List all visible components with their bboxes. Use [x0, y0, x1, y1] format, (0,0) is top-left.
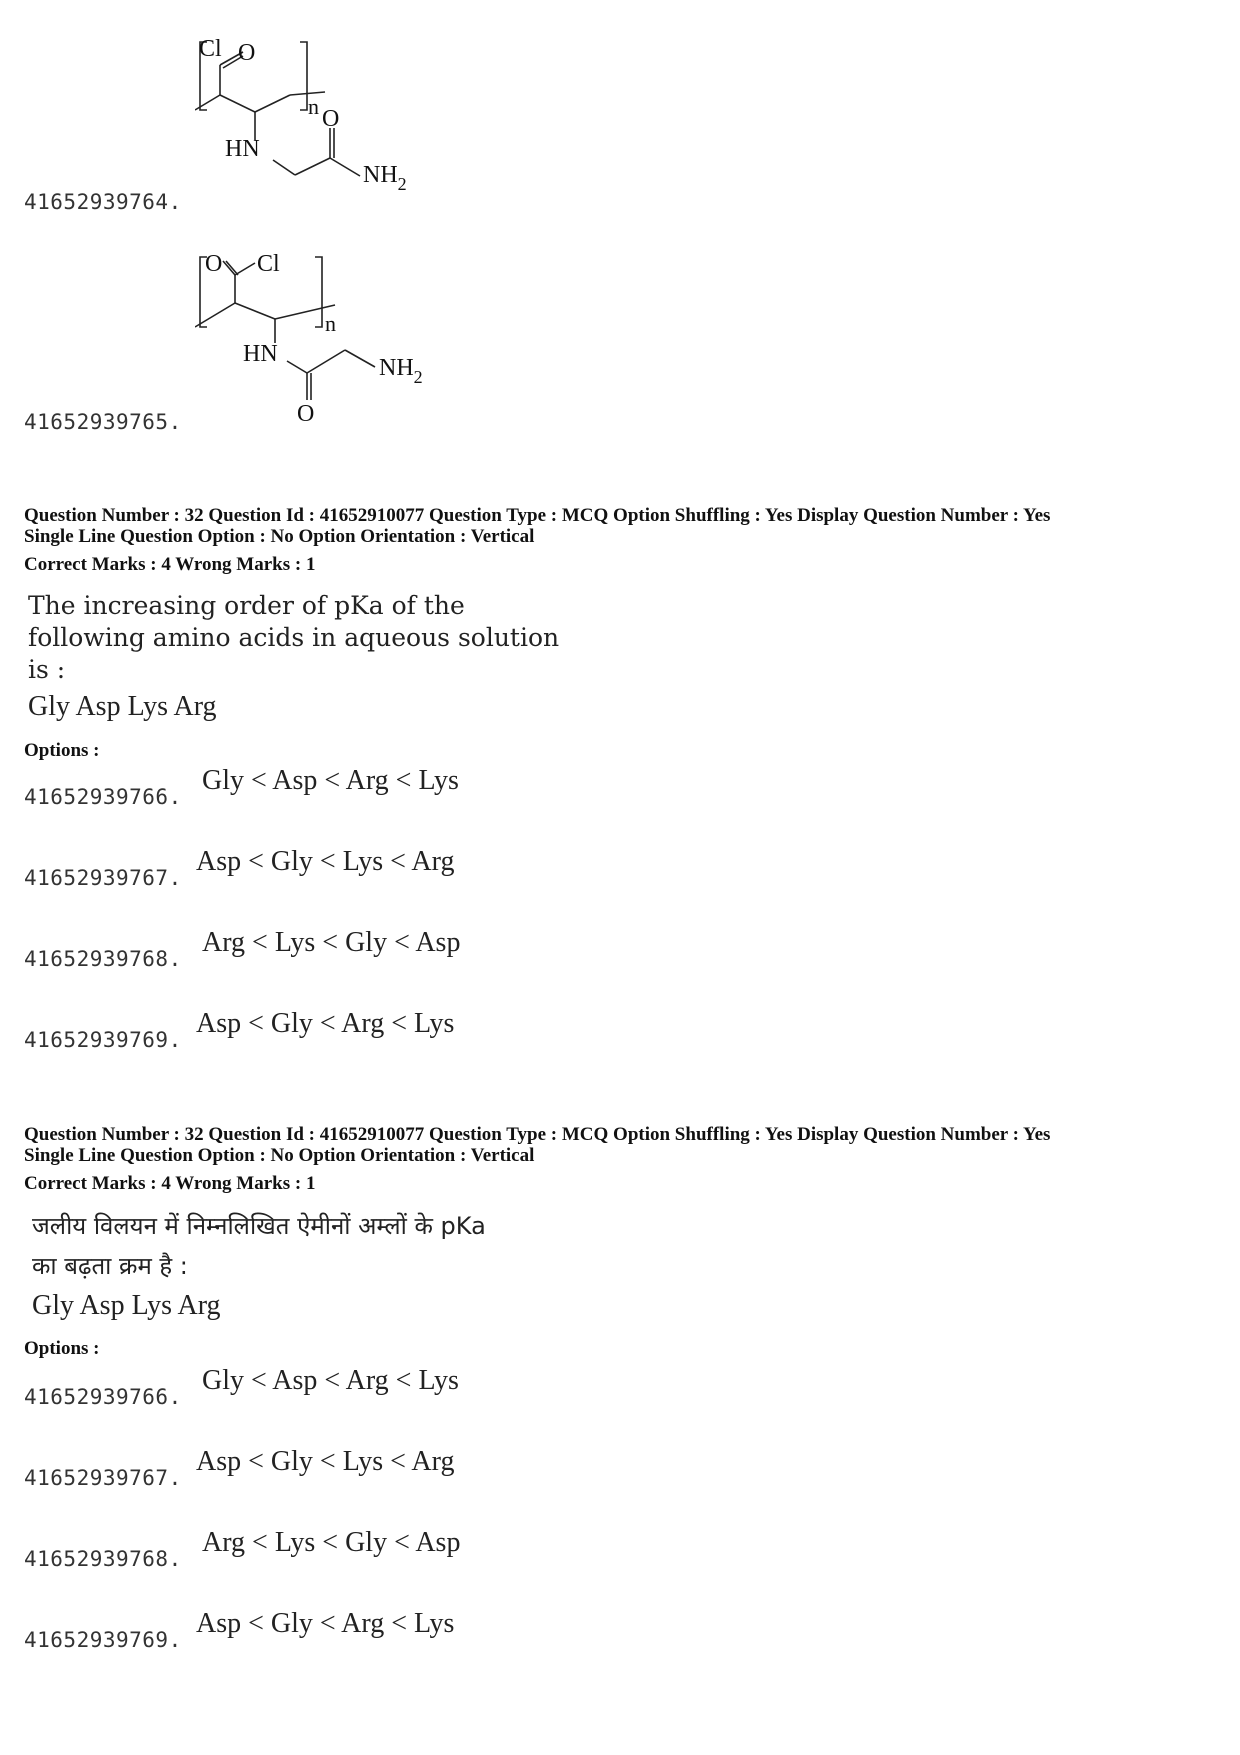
option-id: 41652939765.: [24, 410, 182, 434]
amide-o-label: O: [297, 401, 315, 427]
option-id: 41652939769.: [24, 1628, 182, 1652]
question-meta-line2: Single Line Question Option : No Option Orientation : Vertical: [24, 1145, 535, 1166]
question-text: [32, 1206, 486, 1286]
option-text: Asp < Gly < Arg < Lys: [196, 1008, 455, 1039]
cl-label: Cl: [199, 36, 222, 62]
question-meta-line1: Question Number : 32 Question Id : 41652910077 Question Type : MCQ Option Shuffling : Yes Display Question Number : Yes: [24, 1124, 1051, 1145]
n-subscript: n: [308, 94, 319, 119]
options-label: Options :: [24, 1338, 100, 1359]
cl-label: Cl: [257, 251, 280, 277]
carbonyl-o-label: O: [205, 251, 223, 277]
amino-acid-list: Gly Asp Lys Arg: [32, 1290, 221, 1321]
question-text: [28, 590, 559, 686]
nh2-label: $NH_2$: [379, 355, 423, 387]
question-line: is :: [28, 655, 66, 684]
question-line: जलीय विलयन में निम्नलिखित ऐमीनों अम्लों के pKa: [32, 1212, 486, 1240]
question-meta-line1: Question Number : 32 Question Id : 41652910077 Question Type : MCQ Option Shuffling : Yes Display Question Number : Yes: [24, 505, 1051, 526]
hn-label: HN: [225, 136, 260, 162]
option-text: Asp < Gly < Lys < Arg: [196, 846, 455, 877]
question-line: का बढ़ता क्रम है :: [32, 1252, 188, 1280]
options-label: Options :: [24, 740, 100, 761]
option-text: Gly < Asp < Arg < Lys: [202, 765, 459, 796]
option-text: Arg < Lys < Gly < Asp: [202, 927, 461, 958]
hn-label: HN: [243, 341, 278, 367]
option-id: 41652939767.: [24, 866, 182, 890]
n-subscript: n: [325, 311, 336, 336]
polymer-structure-2: [195, 245, 495, 430]
option-text: Arg < Lys < Gly < Asp: [202, 1527, 461, 1558]
question-marks: Correct Marks : 4 Wrong Marks : 1: [24, 554, 316, 575]
option-text: Asp < Gly < Arg < Lys: [196, 1608, 455, 1639]
amino-acid-list: Gly Asp Lys Arg: [28, 691, 217, 722]
carbonyl-o-label: O: [238, 40, 256, 66]
option-id: 41652939768.: [24, 947, 182, 971]
option-id: 41652939769.: [24, 1028, 182, 1052]
option-id: 41652939768.: [24, 1547, 182, 1571]
question-meta-line2: Single Line Question Option : No Option Orientation : Vertical: [24, 526, 535, 547]
question-marks: Correct Marks : 4 Wrong Marks : 1: [24, 1173, 316, 1194]
polymer-structure-1: [195, 30, 475, 210]
question-line: following amino acids in aqueous solution: [28, 623, 560, 652]
option-text: Gly < Asp < Arg < Lys: [202, 1365, 459, 1396]
option-id: 41652939766.: [24, 785, 182, 809]
option-id: 41652939766.: [24, 1385, 182, 1409]
option-text: Asp < Gly < Lys < Arg: [196, 1446, 455, 1477]
amide-o-label: O: [322, 106, 340, 132]
question-line: The increasing order of pKa of the: [28, 591, 465, 620]
option-id: 41652939764.: [24, 190, 182, 214]
nh2-label: $NH_2$: [363, 162, 407, 194]
option-id: 41652939767.: [24, 1466, 182, 1490]
